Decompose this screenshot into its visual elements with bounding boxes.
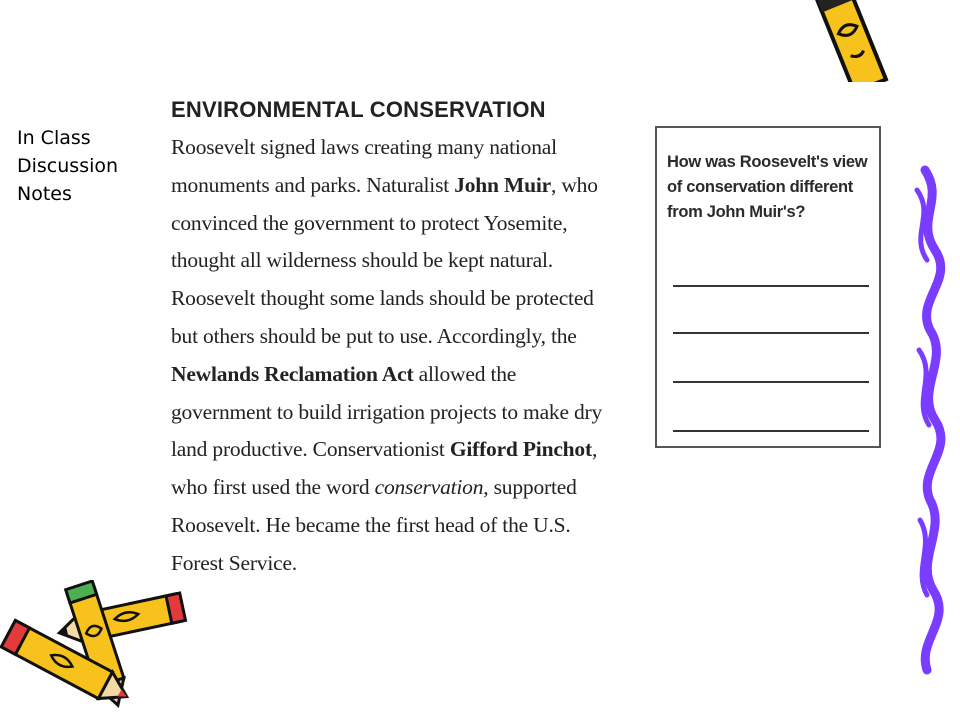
answer-line	[673, 430, 869, 432]
passage-text: , supported Roosevelt. He became the first head of the U.S. Forest Service.	[171, 475, 577, 575]
side-note-line: In Class	[17, 127, 91, 149]
passage-heading: ENVIRONMENTAL CONSERVATION	[171, 97, 546, 122]
side-note-line: Discussion	[17, 155, 119, 177]
passage-text: , who convinced the government to protect Yosemite, thought all wilderness should be kept natural. Roosevelt thought some lands should be protected but others should be put to use. Accordingly, the	[171, 172, 598, 348]
passage-text: Roosevelt signed laws creating many national monuments and parks. Naturalist	[171, 135, 557, 197]
textbook-passage	[171, 97, 621, 583]
question-text: How was Roosevelt's view of conservation different from John Muir's?	[667, 153, 868, 221]
answer-line	[673, 285, 869, 287]
side-note	[17, 124, 118, 208]
side-note-line: Notes	[17, 183, 72, 205]
pencil-top-right-icon	[805, 0, 895, 82]
passage-text: allowed the government to build irrigation projects to make dry land productive. Conservationist	[171, 361, 603, 462]
answer-line	[673, 381, 869, 383]
term-newlands-act: Newlands Reclamation Act	[171, 361, 414, 386]
squiggle-border-icon	[905, 160, 960, 680]
passage-body	[171, 129, 621, 583]
crossed-pencils-icon	[0, 580, 195, 715]
term-conservation: conservation	[374, 475, 484, 500]
question-box	[655, 126, 881, 448]
answer-line	[673, 332, 869, 334]
passage-text: , who first used the word	[171, 437, 598, 500]
term-gifford-pinchot: Gifford Pinchot	[449, 437, 592, 462]
term-john-muir: John Muir	[454, 172, 551, 197]
